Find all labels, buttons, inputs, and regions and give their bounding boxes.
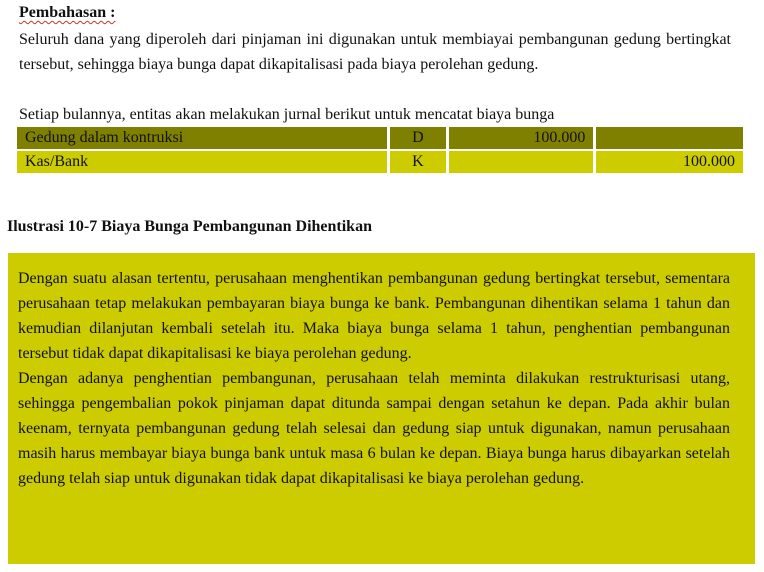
journal-account-cell: Kas/Bank: [17, 151, 390, 175]
ilustrasi-paragraph-1: Dengan suatu alasan tertentu, perusahaan menghentikan pembangunan gedung bertingkat tersebut, sementara perusahaan tetap melakukan pembayaran biaya bunga ke bank. Pembangunan dihentikan selama 1 tahun dan kemudian dilanjutan kembali setelah itu. Maka biaya bunga selama 1 tahun, penghentian pembangunan tersebut tidak dapat dikapitalisasi ke biaya perolehan gedung.: [18, 270, 730, 362]
journal-intro-text: Setiap bulannya, entitas akan melakukan jurnal berikut untuk mencatat biaya bunga: [19, 106, 555, 123]
pembahasan-paragraph: Seluruh dana yang diperoleh dari pinjaman ini digunakan untuk membiayai pembangunan gedung bertingkat tersebut, sehingga biaya bunga dapat dikapitalisasi pada biaya perolehan gedung.: [19, 31, 731, 73]
journal-credit-cell: 100.000: [596, 151, 743, 175]
journal-row-credit: [17, 151, 743, 175]
journal-credit-cell: [596, 127, 743, 151]
ilustrasi-box: [8, 253, 755, 564]
ilustrasi-text: [18, 266, 730, 491]
journal-dk-cell: D: [390, 127, 449, 151]
journal-dk-cell: K: [390, 151, 449, 175]
journal-entry-table: [17, 127, 743, 175]
ilustrasi-paragraph-2: Dengan adanya penghentian pembangunan, perusahaan telah meminta dilakukan restrukturisasi utang, sehingga pengembalian pokok pinjaman dapat ditunda sampai dengan setahun ke depan. Pada akhir bulan keenam, ternyata pembangunan gedung telah selesai dan gedung siap untuk digunakan, namun perusahaan masih harus membayar biaya bunga bank untuk masa 6 bulan ke depan. Biaya bunga harus dibayarkan setelah gedung telah siap untuk digunakan tidak dapat dikapitalisasi ke biaya perolehan gedung.: [18, 370, 730, 487]
journal-debit-cell: [449, 151, 597, 175]
journal-account-cell: Gedung dalam kontruksi: [17, 127, 390, 151]
ilustrasi-title: Ilustrasi 10-7 Biaya Bunga Pembangunan Dihentikan: [7, 218, 372, 235]
journal-debit-cell: 100.000: [449, 127, 597, 151]
journal-row-debit: [17, 127, 743, 151]
pembahasan-heading: Pembahasan :: [19, 4, 116, 21]
